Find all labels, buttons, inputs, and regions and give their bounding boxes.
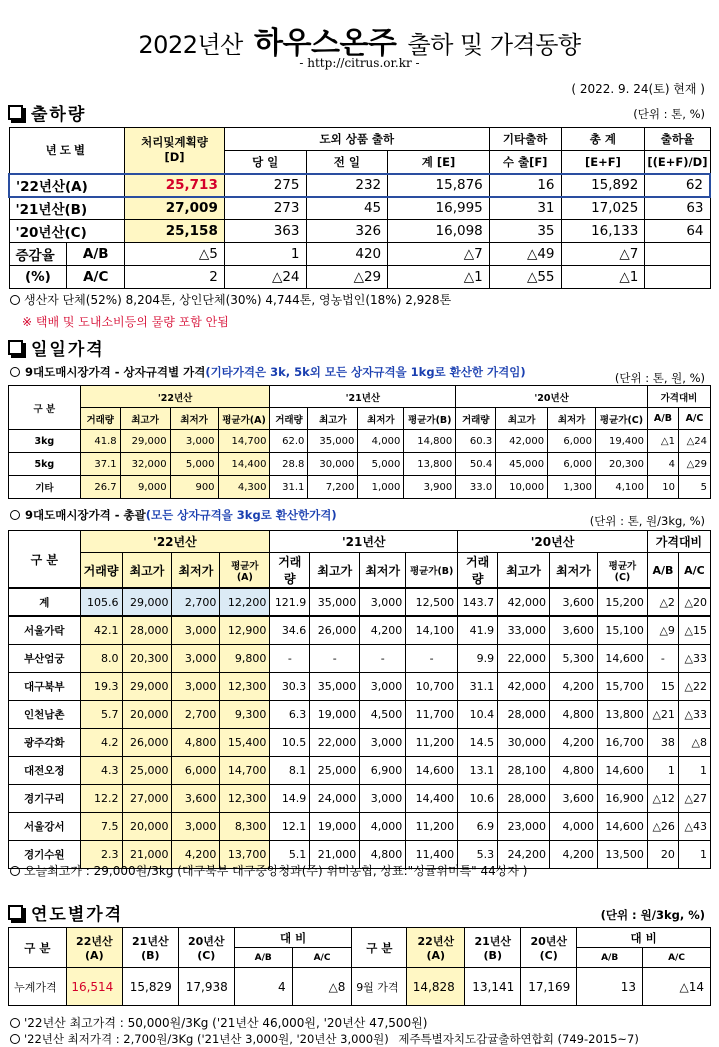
table-cell: 41.9 bbox=[458, 616, 498, 644]
header-rate-code: [(E+F)/D] bbox=[645, 151, 710, 174]
box-size-price-title: 9대도매시장가격 - 상자규격별 가격(기타가격은 3k, 5k외 모든 상자규격을 1kg로 환산한 가격임) bbox=[10, 364, 526, 380]
table-row bbox=[9, 588, 711, 616]
table-cell: △27 bbox=[678, 784, 710, 812]
checkbox-square-icon bbox=[8, 340, 23, 355]
table-cell: 26,000 bbox=[310, 616, 360, 644]
table-cell: 3,000 bbox=[360, 588, 406, 616]
table-cell: △22 bbox=[678, 672, 710, 700]
table-cell: 20,300 bbox=[122, 644, 172, 672]
table-cell: 4,200 bbox=[550, 728, 598, 756]
table-cell: 20,000 bbox=[122, 812, 172, 840]
table-row bbox=[9, 784, 711, 812]
yearly-price-table: 구 분 22년산(A) 21년산(B) 20년산(C) 대 비 구 분 22년산(A) 21년산(B) 20년산(C) 대 비 A/B A/C A/B A/C 누계가격 16,514 15,829 17,938 4 △8 9월 가격 14,828 13,141 17,169 13 △14 bbox=[8, 927, 711, 1006]
circle-bullet-icon bbox=[10, 1034, 20, 1044]
table-cell: 4,000 bbox=[550, 812, 598, 840]
table-cell: 9.9 bbox=[458, 644, 498, 672]
table-cell: 121.9 bbox=[270, 588, 310, 616]
table-cell: 6,900 bbox=[360, 756, 406, 784]
table-row: 누계가격 16,514 15,829 17,938 4 △8 9월 가격 14,828 13,141 17,169 13 △14 bbox=[9, 968, 711, 1006]
table-cell: - bbox=[360, 644, 406, 672]
header-total-code: [E+F] bbox=[561, 151, 645, 174]
header-plan: 처리및계획량 [D] bbox=[125, 128, 225, 174]
table-cell: - bbox=[406, 644, 458, 672]
table-cell: 10,700 bbox=[406, 672, 458, 700]
table-cell: △12 bbox=[647, 784, 678, 812]
table-row bbox=[9, 430, 711, 453]
table-cell: 12.2 bbox=[80, 784, 122, 812]
header-today: 당 일 bbox=[224, 151, 306, 174]
table-cell: 28,100 bbox=[498, 756, 550, 784]
table-cell: 14,700 bbox=[218, 430, 270, 453]
table-cell: 19.3 bbox=[80, 672, 122, 700]
table-cell: 24,000 bbox=[310, 784, 360, 812]
table-cell: 32,000 bbox=[120, 453, 170, 476]
table-row bbox=[9, 812, 711, 840]
table-cell: 13,700 bbox=[220, 840, 270, 868]
table-cell: 11,200 bbox=[406, 728, 458, 756]
row-label: 계 bbox=[9, 588, 81, 616]
table-cell: 35,000 bbox=[308, 430, 358, 453]
table-cell: 4.3 bbox=[80, 756, 122, 784]
table-cell: 6,000 bbox=[548, 430, 596, 453]
table-cell: 31.1 bbox=[458, 672, 498, 700]
table-cell: △26 bbox=[647, 812, 678, 840]
table-cell: 3,000 bbox=[360, 784, 406, 812]
circle-bullet-icon bbox=[10, 866, 20, 876]
table-cell: 7.5 bbox=[80, 812, 122, 840]
checkbox-square-icon bbox=[8, 105, 23, 120]
circle-bullet-icon bbox=[10, 1018, 20, 1028]
table-cell: 10.6 bbox=[458, 784, 498, 812]
row-label: 5kg bbox=[9, 453, 81, 476]
shipment-table bbox=[8, 127, 711, 289]
table-cell: 13,800 bbox=[597, 700, 647, 728]
circle-bullet-icon bbox=[10, 295, 20, 305]
table-cell: 4,200 bbox=[360, 616, 406, 644]
table-cell: 2,700 bbox=[172, 700, 220, 728]
table-row bbox=[9, 756, 711, 784]
table-cell: 11,200 bbox=[406, 812, 458, 840]
table-row bbox=[9, 644, 711, 672]
table-row: '21년산(B) 27,009 273 45 16,995 31 17,025 63 bbox=[9, 197, 710, 220]
table-cell: 5.1 bbox=[270, 840, 310, 868]
table-cell: 19,000 bbox=[310, 700, 360, 728]
table-cell: 30.3 bbox=[270, 672, 310, 700]
table-cell: 13,800 bbox=[404, 453, 456, 476]
table-cell: 13.1 bbox=[458, 756, 498, 784]
table-cell: 24,200 bbox=[498, 840, 550, 868]
header-prev: 전 일 bbox=[306, 151, 388, 174]
title-subject: 출하 및 가격동향 bbox=[407, 31, 581, 59]
table-cell: 12,300 bbox=[220, 672, 270, 700]
table-cell: 15,400 bbox=[220, 728, 270, 756]
table-cell: 16,700 bbox=[597, 728, 647, 756]
row-label: 인천남촌 bbox=[9, 700, 81, 728]
table-cell: 10.5 bbox=[270, 728, 310, 756]
table-cell: 10,000 bbox=[496, 476, 548, 499]
table-cell: 8.1 bbox=[270, 756, 310, 784]
row-label: 부산엄궁 bbox=[9, 644, 81, 672]
table-cell: 50.4 bbox=[456, 453, 496, 476]
table-cell: 22,000 bbox=[498, 644, 550, 672]
table-cell: 8,300 bbox=[220, 812, 270, 840]
section-yearly-title: 연도별가격 bbox=[8, 900, 123, 925]
table-cell: △21 bbox=[647, 700, 678, 728]
table-cell: 5,000 bbox=[170, 453, 218, 476]
table-cell: 14,600 bbox=[597, 644, 647, 672]
table-cell: 7,200 bbox=[308, 476, 358, 499]
table-cell: 15,200 bbox=[597, 588, 647, 616]
table-cell: 3,600 bbox=[172, 784, 220, 812]
organization-name: 제주특별자치도감귤출하연합회 (749-2015~7) bbox=[398, 1032, 639, 1046]
table-cell: 14,100 bbox=[406, 616, 458, 644]
box-size-unit: (단위 : 톤, 원, %) bbox=[614, 371, 705, 385]
table-cell: 8.0 bbox=[80, 644, 122, 672]
table-cell: 14,700 bbox=[220, 756, 270, 784]
table-cell: 4,000 bbox=[360, 812, 406, 840]
table-row bbox=[9, 700, 711, 728]
row-label: 대구북부 bbox=[9, 672, 81, 700]
table-cell: 4.2 bbox=[80, 728, 122, 756]
table-cell: 12,300 bbox=[220, 784, 270, 812]
table-cell: 37.1 bbox=[80, 453, 120, 476]
table-cell: 4,800 bbox=[550, 700, 598, 728]
table-cell: 25,000 bbox=[122, 756, 172, 784]
table-cell: 42.1 bbox=[80, 616, 122, 644]
table-cell: 14,600 bbox=[597, 756, 647, 784]
section-daily-title: 일일가격 bbox=[8, 335, 105, 360]
table-cell: 35,000 bbox=[310, 672, 360, 700]
table-cell: - bbox=[310, 644, 360, 672]
table-cell: 1,000 bbox=[358, 476, 404, 499]
table-cell: 30,000 bbox=[308, 453, 358, 476]
table-cell: 4 bbox=[647, 453, 678, 476]
table-cell: 15 bbox=[647, 672, 678, 700]
delivery-note: ※ 택배 및 도내소비등의 물량 포함 안됨 bbox=[22, 315, 229, 329]
table-cell: 42,000 bbox=[496, 430, 548, 453]
table-cell: 3,000 bbox=[360, 728, 406, 756]
table-cell: 28,000 bbox=[498, 784, 550, 812]
table-cell: 30,000 bbox=[498, 728, 550, 756]
table-cell: 3,000 bbox=[172, 672, 220, 700]
table-cell: 14.5 bbox=[458, 728, 498, 756]
table-cell: - bbox=[270, 644, 310, 672]
table-cell: 21,000 bbox=[122, 840, 172, 868]
table-cell: 14,800 bbox=[404, 430, 456, 453]
title-year: 2022년산 bbox=[138, 31, 243, 59]
row-label: 3kg bbox=[9, 430, 81, 453]
table-cell: 4,800 bbox=[360, 840, 406, 868]
box-size-price-table: 구 분 '22년산 '21년산 '20년산 가격대비 거래량 최고가 최저가 평균가(A) 거래량 최고가 최저가 평균가(B) 거래량 최고가 최저가 평균가(C) A/B A/C 3kg 41.8 29,000 3,000 14,700 62.0 35,000 4,000 14,800 60.3 42,000 6,000 19,400 △1 △24 5kg 37.1 32,000 5,000 14,400 28.8 30,000 5,000 13,800 50.4 45,000 6,000 20,300 4 △29 기타 26.7 9,000 900 4,300 31.1 7,200 1,000 3,900 33.0 10,000 1,300 4,100 10 5 bbox=[8, 385, 711, 499]
table-cell: 3,600 bbox=[550, 784, 598, 812]
table-cell: 6.3 bbox=[270, 700, 310, 728]
table-cell: - bbox=[647, 644, 678, 672]
table-cell: 31.1 bbox=[270, 476, 308, 499]
table-cell: 9,800 bbox=[220, 644, 270, 672]
table-cell: 1,300 bbox=[548, 476, 596, 499]
table-cell: △20 bbox=[678, 588, 710, 616]
table-cell: 15,700 bbox=[597, 672, 647, 700]
table-cell: 25,000 bbox=[310, 756, 360, 784]
report-date: ( 2022. 9. 24(토) 현재 ) bbox=[571, 82, 705, 96]
table-row: (%) A/C 2 △24 △29 △1 △55 △1 bbox=[9, 266, 710, 289]
table-cell: 5,000 bbox=[358, 453, 404, 476]
yearly-max-note: '22년산 최고가격 : 50,000원/3Kg ('21년산 46,000원, '20년산 47,500원) bbox=[10, 1014, 427, 1031]
row-label: 대전오정 bbox=[9, 756, 81, 784]
table-cell: 20 bbox=[647, 840, 678, 868]
table-cell: 9,000 bbox=[120, 476, 170, 499]
header-export: 수 출[F] bbox=[489, 151, 561, 174]
checkbox-square-icon bbox=[8, 905, 23, 920]
table-cell: 3,000 bbox=[172, 616, 220, 644]
table-cell: 23,000 bbox=[498, 812, 550, 840]
table-cell: 5.7 bbox=[80, 700, 122, 728]
table-cell: 12,200 bbox=[220, 588, 270, 616]
table-row: 증감율 A/B △5 1 420 △7 △49 △7 bbox=[9, 243, 710, 266]
table-cell: 28,000 bbox=[122, 616, 172, 644]
table-row bbox=[9, 453, 711, 476]
table-cell: 11,700 bbox=[406, 700, 458, 728]
table-cell: 6,000 bbox=[548, 453, 596, 476]
table-cell: △8 bbox=[678, 728, 710, 756]
table-cell: 22,000 bbox=[310, 728, 360, 756]
row-label: 경기수원 bbox=[9, 840, 81, 868]
table-cell: 2,700 bbox=[172, 588, 220, 616]
table-cell: 4,800 bbox=[550, 756, 598, 784]
table-cell: 27,000 bbox=[122, 784, 172, 812]
table-cell: △29 bbox=[678, 453, 710, 476]
table-cell: 20,000 bbox=[122, 700, 172, 728]
table-cell: 14,600 bbox=[597, 812, 647, 840]
table-cell: 14,600 bbox=[406, 756, 458, 784]
table-cell: 15,100 bbox=[597, 616, 647, 644]
table-cell: 28,000 bbox=[498, 700, 550, 728]
table-cell: 38 bbox=[647, 728, 678, 756]
table-cell: 4,200 bbox=[550, 672, 598, 700]
table-cell: 29,000 bbox=[120, 430, 170, 453]
table-cell: 42,000 bbox=[498, 672, 550, 700]
overall-price-table: 구 분 '22년산 '21년산 '20년산 가격대비 거래량 최고가 최저가 평균가(A) 거래량 최고가 최저가 평균가(B) 거래량 최고가 최저가 평균가(C) A/B A/C 계 105.6 29,000 2,700 12,200 121.9 35,000 3,000 12,500 143.7 42,000 3,600 15,200 △2 △20 서울가락 42.1 28,000 3,000 12,900 34.6 26,000 4,200 14,100 41.9 33,000 3,600 15,100 △9 △15 부산엄궁 8.0 20,300 3,000 9,800 - - - - 9.9 22,000 5,300 14,600 - △33 대구북부 19.3 29,000 3,000 12,300 30.3 35,000 3,000 10,700 31.1 42,000 4,200 15,700 15 △22 인천남촌 5.7 20,000 2,700 9,300 6.3 19,000 4,500 11,700 10.4 28,000 4,800 13,800 △21 △33 광주각화 4.2 26,000 4,800 15,400 10.5 22,000 3,000 11,200 14.5 30,000 4,200 16,700 38 △8 대전오정 4.3 25,000 6,000 14,700 8.1 25,000 6,900 14,600 13.1 28,100 4,800 14,600 1 1 경기구리 12.2 27,000 3,600 12,300 14.9 24,000 3,000 14,400 10.6 28,000 3,600 16,900 △12 △27 서울강서 7.5 20,000 3,000 8,300 12.1 19,000 4,000 11,200 6.9 23,000 4,000 14,600 △26 △43 경기수원 2.3 21,000 4,200 13,700 5.1 21,000 4,800 11,400 5.3 24,200 4,200 13,500 20 1 bbox=[8, 530, 711, 869]
table-cell: 105.6 bbox=[80, 588, 122, 616]
table-cell: △9 bbox=[647, 616, 678, 644]
table-cell: 19,400 bbox=[596, 430, 648, 453]
table-cell: 6,000 bbox=[172, 756, 220, 784]
table-cell: 1 bbox=[647, 756, 678, 784]
table-cell: 41.8 bbox=[80, 430, 120, 453]
table-cell: 3,000 bbox=[172, 812, 220, 840]
table-row: '22년산(A) 25,713 275 232 15,876 16 15,892 62 bbox=[9, 174, 710, 197]
table-cell: 14,400 bbox=[406, 784, 458, 812]
circle-bullet-icon bbox=[10, 367, 20, 377]
table-cell: 143.7 bbox=[458, 588, 498, 616]
header-sum: 계 [E] bbox=[388, 151, 490, 174]
table-cell: 12,500 bbox=[406, 588, 458, 616]
table-cell: 42,000 bbox=[498, 588, 550, 616]
table-cell: △2 bbox=[647, 588, 678, 616]
table-cell: 20,300 bbox=[596, 453, 648, 476]
table-cell: 10.4 bbox=[458, 700, 498, 728]
table-cell: 12,900 bbox=[220, 616, 270, 644]
table-cell: 45,000 bbox=[496, 453, 548, 476]
overall-price-title: 9대도매시장가격 - 총괄(모든 상자규격을 3kg로 환산한가격) bbox=[10, 507, 337, 523]
table-cell: 3,900 bbox=[404, 476, 456, 499]
table-cell: 29,000 bbox=[122, 672, 172, 700]
header-year: 년도별 bbox=[9, 128, 125, 174]
table-cell: 28.8 bbox=[270, 453, 308, 476]
table-cell: 9,300 bbox=[220, 700, 270, 728]
section-shipment-title: 출하량 bbox=[8, 100, 86, 125]
yearly-unit: (단위 : 원/3kg, %) bbox=[600, 908, 705, 922]
table-cell: 5,300 bbox=[550, 644, 598, 672]
row-label: 광주각화 bbox=[9, 728, 81, 756]
table-cell: 62.0 bbox=[270, 430, 308, 453]
table-cell: 3,000 bbox=[172, 644, 220, 672]
table-row bbox=[9, 616, 711, 644]
table-cell: 11,400 bbox=[406, 840, 458, 868]
yearly-min-note: '22년산 최저가격 : 2,700원/3Kg ('21년산 3,000원, '20년산 3,000원) 제주특별자치도감귤출하연합회 (749-2015~7) bbox=[10, 1031, 639, 1047]
row-label: 경기구리 bbox=[9, 784, 81, 812]
table-cell: 4,800 bbox=[172, 728, 220, 756]
table-cell: △15 bbox=[678, 616, 710, 644]
row-label: 서울강서 bbox=[9, 812, 81, 840]
table-cell: 10 bbox=[647, 476, 678, 499]
table-row bbox=[9, 728, 711, 756]
table-cell: 19,000 bbox=[310, 812, 360, 840]
table-cell: 16,900 bbox=[597, 784, 647, 812]
table-cell: 4,300 bbox=[218, 476, 270, 499]
table-cell: 2.3 bbox=[80, 840, 122, 868]
table-cell: 4,100 bbox=[596, 476, 648, 499]
table-cell: 5 bbox=[678, 476, 710, 499]
table-cell: 6.9 bbox=[458, 812, 498, 840]
table-cell: △24 bbox=[678, 430, 710, 453]
table-cell: 3,000 bbox=[360, 672, 406, 700]
title-product: 하우스온주 bbox=[254, 26, 397, 61]
table-row bbox=[9, 672, 711, 700]
table-row bbox=[9, 476, 711, 499]
site-url[interactable]: - http://citrus.or.kr - bbox=[299, 56, 420, 70]
table-cell: 13,500 bbox=[597, 840, 647, 868]
table-cell: 4,200 bbox=[172, 840, 220, 868]
header-rate: 출하율 bbox=[645, 128, 710, 151]
header-total: 총 계 bbox=[561, 128, 645, 151]
table-cell: 4,200 bbox=[550, 840, 598, 868]
table-cell: 900 bbox=[170, 476, 218, 499]
circle-bullet-icon bbox=[10, 510, 20, 520]
table-cell: 33,000 bbox=[498, 616, 550, 644]
table-cell: 1 bbox=[678, 756, 710, 784]
overall-price-unit: (단위 : 톤, 원/3kg, %) bbox=[589, 514, 705, 528]
table-cell: 3,600 bbox=[550, 616, 598, 644]
table-cell: 3,000 bbox=[170, 430, 218, 453]
today-max-note: 오늘최고가 : 29,000원/3kg (대구북부 대구중앙청과(주) 위미농협, 상표:"싱귤위미특" 44상자 ) bbox=[10, 862, 527, 879]
row-label: 서울가락 bbox=[9, 616, 81, 644]
table-cell: △1 bbox=[647, 430, 678, 453]
table-cell: 1 bbox=[678, 840, 710, 868]
table-cell: 12.1 bbox=[270, 812, 310, 840]
row-label: 기타 bbox=[9, 476, 81, 499]
table-row: '20년산(C) 25,158 363 326 16,098 35 16,133 64 bbox=[9, 220, 710, 243]
table-cell: 29,000 bbox=[122, 588, 172, 616]
table-cell: △43 bbox=[678, 812, 710, 840]
table-cell: 26.7 bbox=[80, 476, 120, 499]
table-cell: 33.0 bbox=[456, 476, 496, 499]
table-cell: 26,000 bbox=[122, 728, 172, 756]
table-cell: 14,400 bbox=[218, 453, 270, 476]
table-cell: 60.3 bbox=[456, 430, 496, 453]
shipment-unit: (단위 : 톤, %) bbox=[633, 107, 705, 121]
producer-note: 생산자 단체(52%) 8,204톤, 상인단체(30%) 4,744톤, 영농법인(18%) 2,928톤 bbox=[10, 291, 451, 308]
header-other: 기타출하 bbox=[489, 128, 561, 151]
table-cell: 4,500 bbox=[360, 700, 406, 728]
table-cell: 3,600 bbox=[550, 588, 598, 616]
table-cell: △33 bbox=[678, 644, 710, 672]
table-cell: 35,000 bbox=[310, 588, 360, 616]
table-cell: 14.9 bbox=[270, 784, 310, 812]
table-cell: △33 bbox=[678, 700, 710, 728]
header-domestic: 도외 상품 출하 bbox=[224, 128, 489, 151]
table-cell: 21,000 bbox=[310, 840, 360, 868]
table-cell: 34.6 bbox=[270, 616, 310, 644]
table-cell: 5.3 bbox=[458, 840, 498, 868]
table-cell: 4,000 bbox=[358, 430, 404, 453]
